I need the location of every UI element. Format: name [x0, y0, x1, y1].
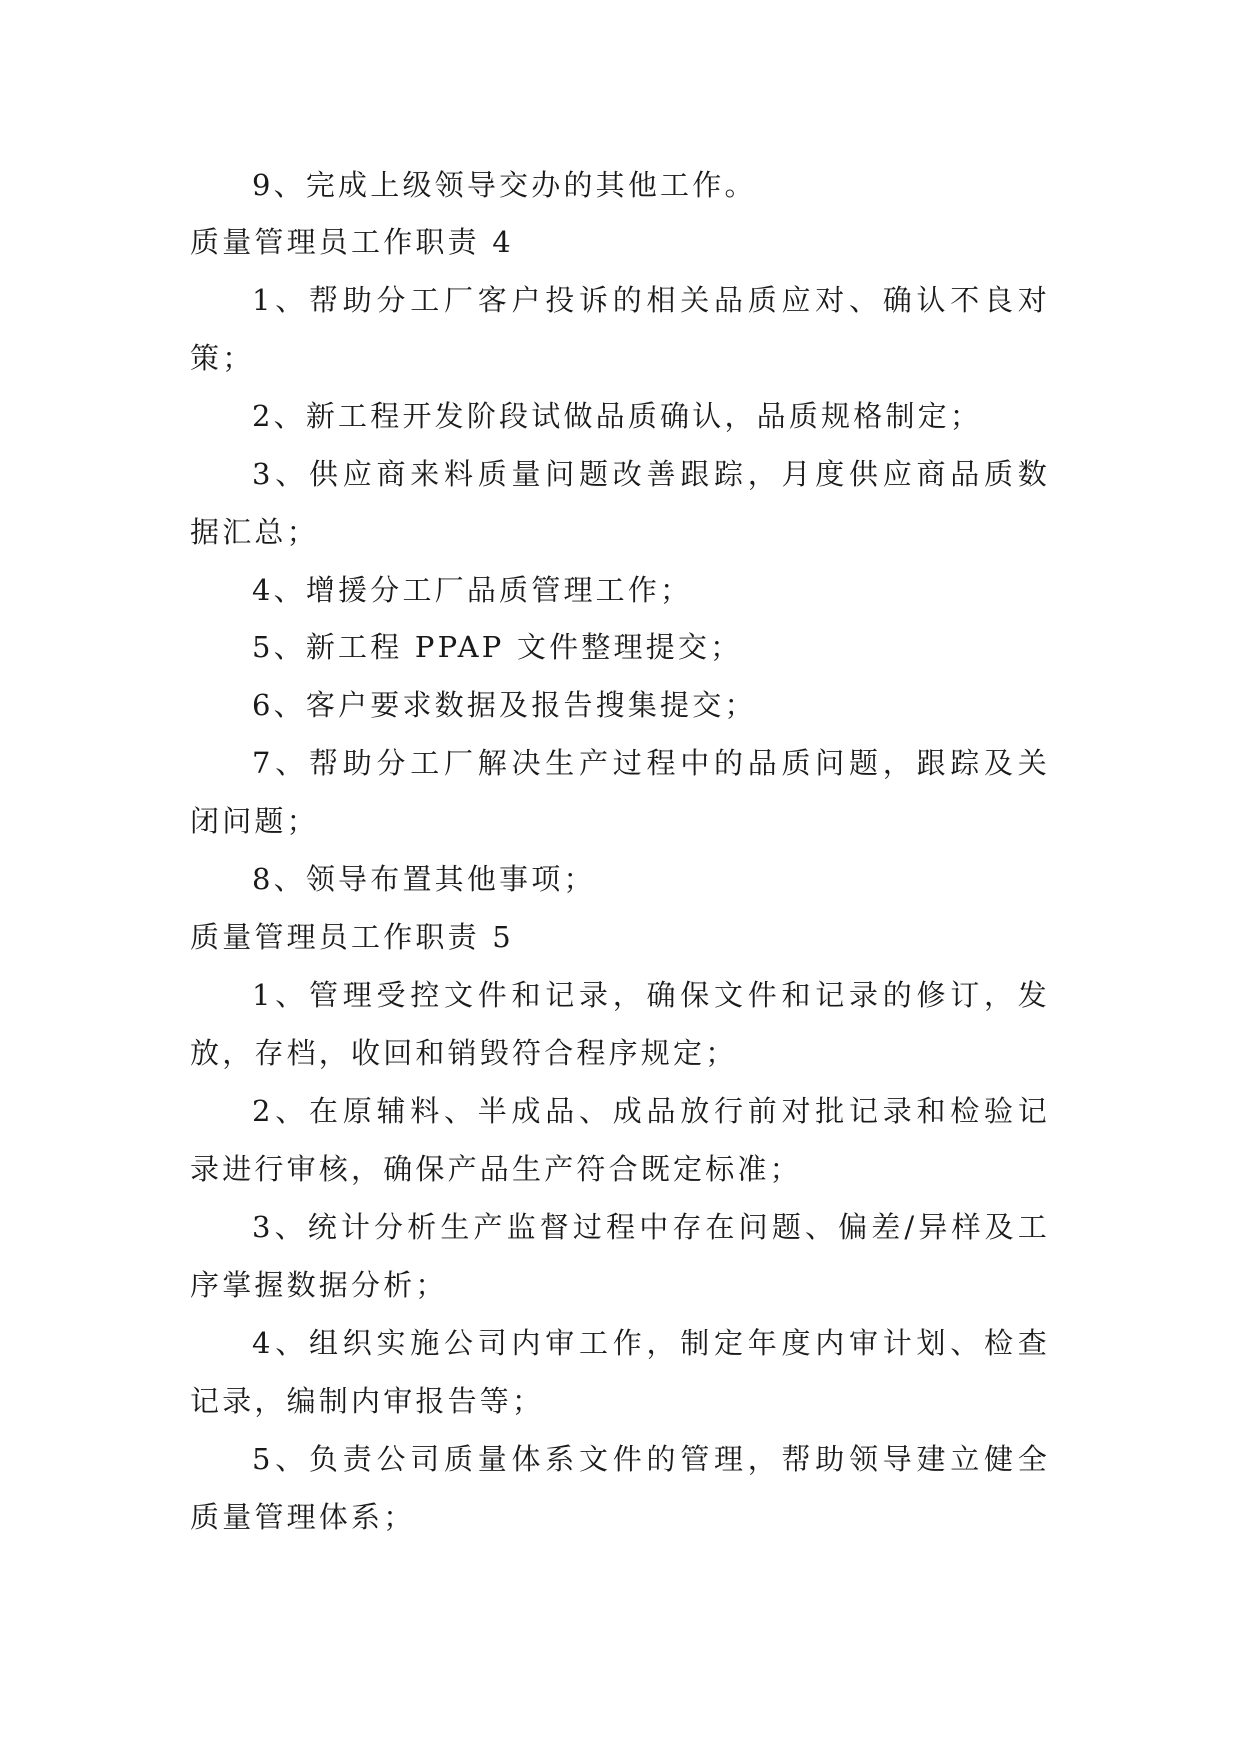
section4-item5: 5、新工程 PPAP 文件整理提交；: [252, 630, 743, 664]
section4-item4: 4、增援分工厂品质管理工作；: [252, 573, 693, 607]
section5-item5-line1: 5、负责公司质量体系文件的管理，帮助领导建立健全: [252, 1442, 1050, 1476]
section5-item5-line2: 质量管理体系；: [190, 1500, 416, 1534]
section5-item4-line2: 记录，编制内审报告等；: [190, 1384, 545, 1418]
section4-item7-line2: 闭问题；: [190, 804, 319, 838]
section5-item4-line1: 4、组织实施公司内审工作，制定年度内审计划、检查: [252, 1326, 1050, 1360]
section5-item1-line2: 放，存档，收回和销毁符合程序规定；: [190, 1036, 738, 1070]
section5-item2-line2: 录进行审核，确保产品生产符合既定标准；: [190, 1152, 802, 1186]
section3-item9: 9、完成上级领导交办的其他工作。: [252, 168, 757, 202]
section5-item2-line1: 2、在原辅料、半成品、成品放行前对批记录和检验记: [252, 1094, 1050, 1128]
section4-item7-line1: 7、帮助分工厂解决生产过程中的品质问题，跟踪及关: [252, 746, 1050, 780]
section5-heading: 质量管理员工作职责 5: [190, 920, 514, 954]
section4-heading: 质量管理员工作职责 4: [190, 225, 514, 259]
section5-item1-line1: 1、管理受控文件和记录，确保文件和记录的修订，发: [252, 978, 1050, 1012]
section4-item2: 2、新工程开发阶段试做品质确认，品质规格制定；: [252, 399, 983, 433]
section5-item3-line1: 3、统计分析生产监督过程中存在问题、偏差/异样及工: [252, 1210, 1050, 1244]
section4-item1-line1: 1、帮助分工厂客户投诉的相关品质应对、确认不良对: [252, 283, 1050, 317]
section5-item3-line2: 序掌握数据分析；: [190, 1268, 448, 1302]
section4-item6: 6、客户要求数据及报告搜集提交；: [252, 688, 757, 722]
section4-item1-line2: 策；: [190, 341, 255, 375]
section4-item3-line1: 3、供应商来料质量问题改善跟踪，月度供应商品质数: [252, 457, 1050, 491]
section4-item8: 8、领导布置其他事项；: [252, 862, 596, 896]
section4-item3-line2: 据汇总；: [190, 515, 319, 549]
